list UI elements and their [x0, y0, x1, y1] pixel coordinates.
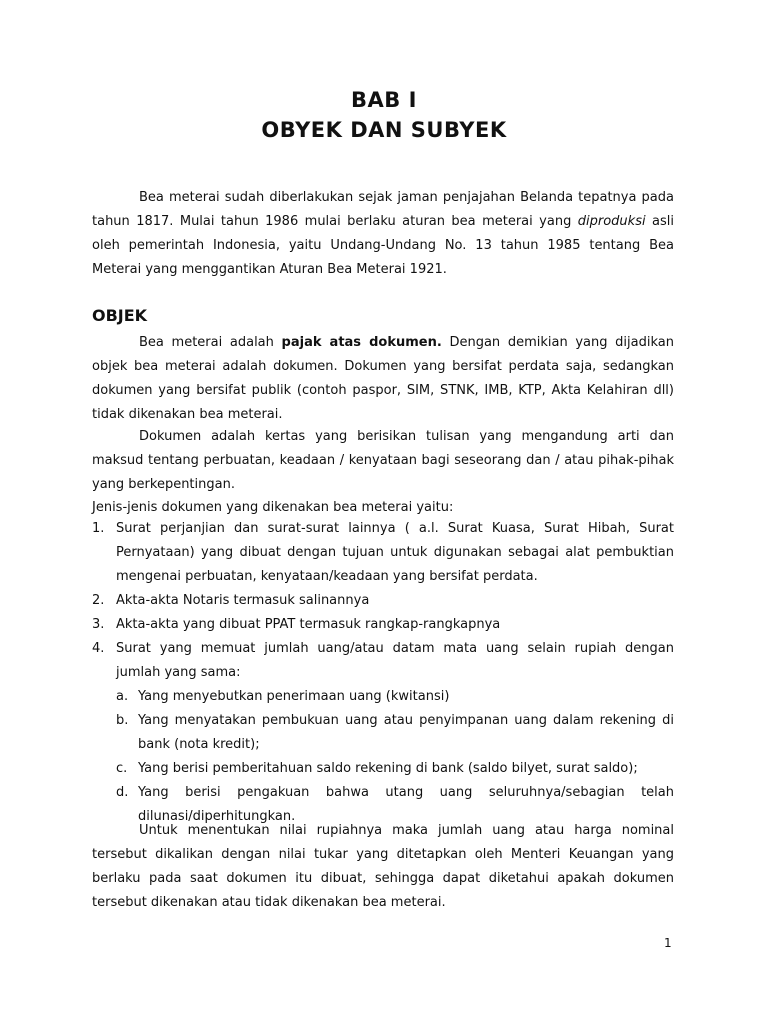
list-item-number: 2.	[92, 593, 105, 608]
sub-list-item	[116, 757, 674, 781]
intro-paragraph	[92, 186, 674, 282]
page-number: 1	[664, 936, 672, 950]
list-item	[92, 517, 674, 589]
sub-list-item-text: Yang menyebutkan penerimaan uang (kwitansi)	[138, 689, 450, 704]
list-intro: Jenis-jenis dokumen yang dikenakan bea meterai yaitu:	[92, 500, 454, 515]
section-heading: OBJEK	[92, 306, 148, 325]
closing-paragraph: Untuk menentukan nilai rupiahnya maka jumlah uang atau harga nominal tersebut dikalikan dengan nilai tukar yang ditetapkan oleh Menteri Keuangan yang berlaku pada saat dokumen itu dibuat, sehingga dapat diketahui apakah dokumen tersebut dikenakan atau tidak dikenakan bea meterai.	[92, 823, 674, 910]
list-item-number: 3.	[92, 617, 105, 632]
objek-paragraph-1	[92, 331, 674, 427]
sub-list-item-text: Yang berisi pengakuan bahwa utang uang seluruhnya/sebagian telah dilunasi/diperhitungkan.	[138, 785, 674, 824]
list-item	[92, 613, 674, 637]
objek-paragraph-2: Dokumen adalah kertas yang berisikan tulisan yang mengandung arti dan maksud tentang perbuatan, keadaan / kenyataan bagi seseorang dan / atau pihak-pihak yang berkepentingan.	[92, 429, 674, 492]
list-item-number: 4.	[92, 641, 105, 656]
sub-list	[116, 685, 674, 829]
list-item-text: Surat yang memuat jumlah uang/atau datam mata uang selain rupiah dengan jumlah yang sama:	[116, 641, 674, 680]
list-item-text: Akta-akta yang dibuat PPAT termasuk rangkap-rangkapnya	[116, 617, 501, 632]
sub-list-item	[116, 709, 674, 757]
objek-p1-lead: Bea meterai adalah	[139, 335, 282, 350]
sub-list-item-letter: b.	[116, 713, 129, 728]
sub-list-item	[116, 685, 674, 709]
list-item	[92, 589, 674, 613]
sub-list-item-letter: d.	[116, 785, 129, 800]
chapter-number: BAB I	[351, 88, 417, 112]
intro-text-tail: asli oleh pemerintah Indonesia, yaitu Undang-Undang No. 13 tahun 1985 tentang Bea Meterai yang menggantikan Aturan Bea Meterai 1921.	[92, 214, 674, 277]
document-types-list	[92, 517, 674, 829]
intro-emphasis: diproduksi	[577, 214, 646, 229]
objek-p1-tail: Dengan demikian yang dijadikan objek bea meterai adalah dokumen. Dokumen yang bersifat perdata saja, sedangkan dokumen yang bersifat publik (contoh paspor, SIM, STNK, IMB, KTP, Akta Kelahiran dll) tidak dikenakan bea meterai.	[92, 335, 674, 422]
list-item-text: Surat perjanjian dan surat-surat lainnya ( a.l. Surat Kuasa, Surat Hibah, Surat Pernyataan) yang dibuat dengan tujuan untuk digunakan sebagai alat pembuktian mengenai perbuatan, kenyataan/keadaan yang bersifat perdata.	[116, 521, 674, 584]
objek-p1-bold: pajak atas dokumen.	[281, 335, 442, 350]
sub-list-item-letter: c.	[116, 761, 128, 776]
list-item	[92, 637, 674, 829]
sub-list-item-text: Yang berisi pemberitahuan saldo rekening di bank (saldo bilyet, surat saldo);	[138, 761, 638, 776]
sub-list-item-letter: a.	[116, 689, 129, 704]
intro-text: Bea meterai sudah diberlakukan sejak jaman penjajahan Belanda tepatnya pada tahun 1817. Mulai tahun 1986 mulai berlaku aturan bea meterai yang	[92, 190, 674, 229]
list-item-number: 1.	[92, 521, 105, 536]
chapter-title: OBYEK DAN SUBYEK	[261, 118, 507, 142]
list-item-text: Akta-akta Notaris termasuk salinannya	[116, 593, 370, 608]
sub-list-item-text: Yang menyatakan pembukuan uang atau penyimpanan uang dalam rekening di bank (nota kredit);	[138, 713, 674, 752]
